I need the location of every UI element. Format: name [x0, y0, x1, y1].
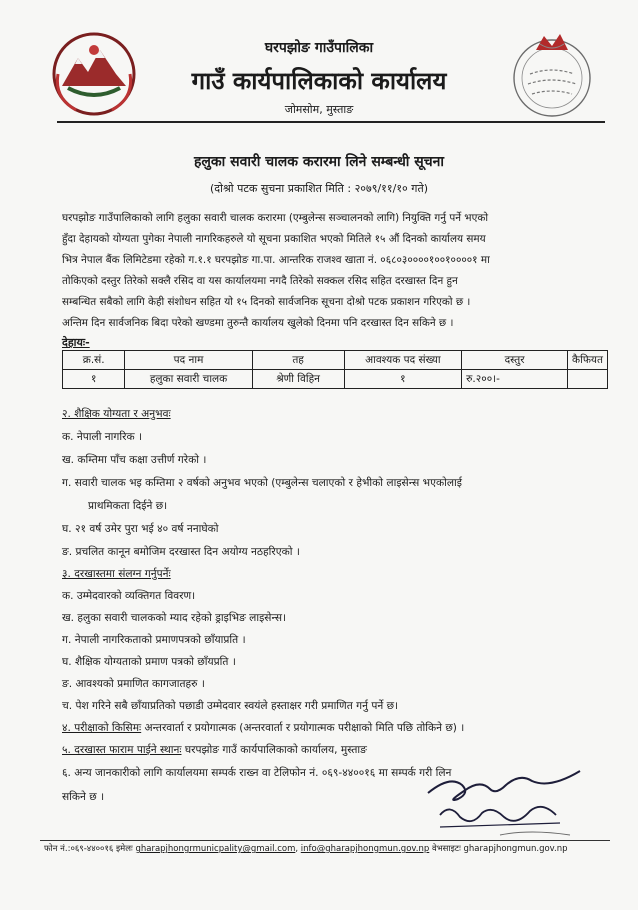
section-form-location	[62, 743, 367, 757]
col-post-name: पद नाम	[125, 351, 252, 370]
paragraph-line: अन्तिम दिन सार्वजनिक बिदा परेको खण्डमा तुरुन्तै कार्यालय खुलेको दिनमा पनि दरखास्त दिन सकिने छ ।	[62, 317, 454, 329]
notice-title: हलुका सवारी चालक करारमा लिने सम्बन्धी सूचना	[193, 154, 445, 170]
cell-post-count: १	[344, 370, 462, 389]
table-row	[63, 370, 608, 389]
col-serial: क्र.सं.	[63, 351, 125, 370]
col-remarks: कैफियत	[568, 351, 608, 370]
office-seal-icon	[510, 22, 594, 122]
exam-type-label: ४. परीक्षाको किसिमः	[62, 722, 142, 734]
footer-rule	[40, 840, 610, 841]
col-level: तह	[252, 351, 344, 370]
footer-phone: फोन नं.:०६९-४४००१६ इमेलः	[44, 844, 136, 854]
footer-separator: ,	[295, 844, 301, 854]
section-qualification-heading: २. शैक्षिक योग्यता र अनुभवः	[62, 408, 171, 420]
notice-paragraph	[62, 208, 610, 334]
qualification-item: घ. २१ वर्ष उमेर पुरा भई ४० वर्ष ननाघेको	[62, 523, 219, 535]
cell-serial: १	[63, 370, 125, 389]
header-rule	[57, 121, 605, 123]
attachment-item: ग. नेपाली नागरिकताको प्रमाणपत्रको छाँयाप्रति ।	[62, 634, 246, 646]
footer-website: वेभसाइटः gharapjhongmun.gov.np	[429, 844, 568, 854]
cell-post-name: हलुका सवारी चालक	[125, 370, 252, 389]
office-name: गाउँ कार्यपालिकाको कार्यालय	[191, 67, 447, 95]
col-post-count: आवश्यक पद संख्या	[344, 351, 462, 370]
qualification-item: ग. सवारी चालक भइ कम्तिमा २ वर्षको अनुभव भएको (एम्बुलेन्स चलाएको र हेभीको लाइसेन्स भएकोलाई	[62, 477, 462, 489]
paragraph-line: तोकिएको दस्तुर तिरेको सक्लै रसिद वा यस कार्यालयमा नगदै तिरेको सक्कल रसिद सहित दरखास्त दिन हुन	[62, 275, 458, 287]
exam-type-text: अन्तरवार्ता र प्रयोगात्मक (अन्तरवार्ता र प्रयोगात्मक परीक्षाको मिति पछि तोकिने छ) ।	[141, 722, 465, 734]
cell-level: श्रेणी विहिन	[252, 370, 344, 389]
attachment-item: घ. शैक्षिक योग्यताको प्रमाण पत्रको छाँयप्रति ।	[62, 656, 236, 668]
dehay-label: देहायः-	[62, 336, 90, 349]
table-header-row	[63, 351, 608, 370]
cell-fee: रु.२००।-	[462, 370, 568, 389]
attachment-item: ख. हलुका सवारी चालकको म्याद रहेको ड्राइभिङ लाइसेन्स।	[62, 612, 287, 624]
paragraph-line: भित्र नेपाल बैंक लिमिटेडमा रहेको ग.१.१ घरपझोङ गा.पा. आन्तरिक राजश्व खाता नं. ०६८०३००००१००१००००१ मा	[62, 254, 490, 266]
notice-subtitle: (दोश्रो पटक सुचना प्रकाशित मिति : २०७९/११/१० गते)	[209, 182, 429, 195]
paragraph-line: सम्बन्धित सबैको लागि केही संशोधन सहित यो १५ दिनको सार्वजनिक सूचना दोश्रो पटक प्रकाशन गरिएको छ ।	[62, 296, 471, 308]
section-exam-type	[62, 721, 464, 735]
footer-email-link[interactable]: gharapjhongrmunicpality@gmail.com	[135, 844, 296, 854]
qualification-item: प्राथमिकता दिईने छ।	[88, 500, 168, 512]
attachment-item: क. उम्मेदवारको व्यक्तिगत विवरण।	[62, 590, 196, 602]
qualification-item: ङ. प्रचलित कानून बमोजिम दरखास्त दिन अयोग्य नठहरिएको ।	[62, 546, 300, 558]
footer-email-link[interactable]: info@gharapjhongmun.gov.np	[300, 844, 430, 854]
section-attachments-heading: ३. दरखास्तमा संलग्न गर्नुपर्नेः	[62, 568, 171, 580]
form-location-label: ५. दरखास्त फाराम पाईने स्थानः	[62, 744, 182, 756]
section-qualification-title	[62, 407, 171, 421]
signature-icon	[420, 755, 590, 840]
qualification-item: क. नेपाली नागरिक ।	[62, 431, 142, 443]
paragraph-line: हुँदा देहायको योग्यता पुगेका नेपाली नागरिकहरुले यो सूचना प्रकाशित भएको मितिले १५ औं दिनको कार्यालय समय	[62, 233, 486, 245]
attachment-item: च. पेश गरिने सबै छाँयाप्रतिको पछाडी उम्मेदवार स्वयंले हस्ताक्षर गरी प्रमाणित गर्नु पर्ने छ।	[62, 700, 399, 712]
qualification-item: ख. कम्तिमा पाँच कक्षा उत्तीर्ण गरेको ।	[62, 454, 207, 466]
contact-line: सकिने छ ।	[62, 791, 105, 803]
footer-contact	[44, 843, 614, 854]
post-table	[62, 350, 608, 389]
cell-remarks	[568, 370, 608, 389]
section-attachments-title	[62, 567, 171, 581]
contact-line: ६. अन्य जानकारीको लागि कार्यालयमा सम्पर्क राख्न वा टेलिफोन नं. ०६९-४४००१६ मा सम्पर्क गरी लिन	[62, 767, 452, 779]
attachment-item: ङ. आवश्यको प्रमाणित कागजातहरु ।	[62, 678, 205, 690]
form-location-text: घरपझोङ गाउँ कार्यपालिकाको कार्यालय, मुस्ताङ	[181, 744, 367, 756]
col-fee: दस्तुर	[462, 351, 568, 370]
paragraph-line: घरपझोङ गाउँपालिकाको लागि हलुका सवारी चालक करारमा (एम्बुलेन्स सञ्चालनको लागि) नियुक्ति गर्नु पर्ने भएको	[62, 212, 489, 224]
municipality-name: घरपझोङ गाउँपालिका	[264, 40, 374, 56]
office-location: जोमसोम, मुस्ताङ	[284, 103, 354, 116]
